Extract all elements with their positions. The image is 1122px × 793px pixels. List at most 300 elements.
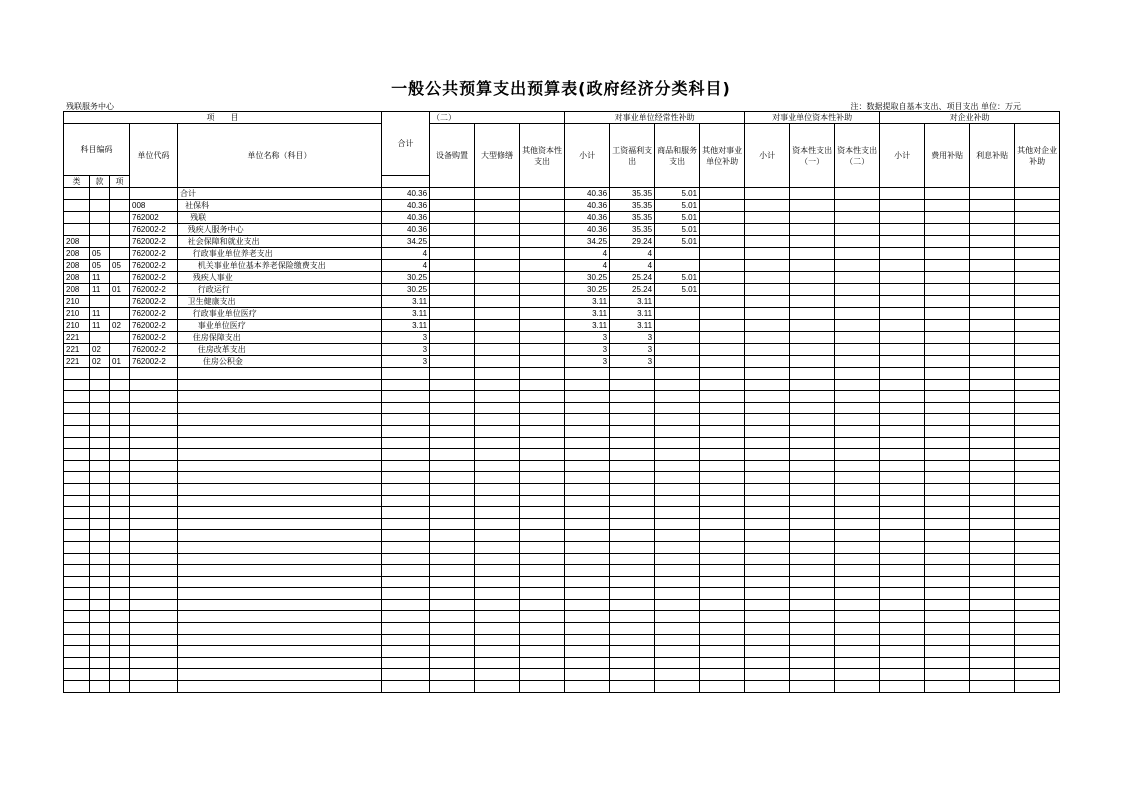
empty-cell: [970, 483, 1015, 495]
empty-cell: [565, 634, 610, 646]
empty-cell: [64, 368, 90, 380]
empty-cell: [700, 188, 745, 200]
empty-cell: [382, 472, 430, 484]
empty-cell: [178, 588, 382, 600]
empty-cell: [178, 402, 382, 414]
empty-cell: [130, 460, 178, 472]
empty-cell: [655, 611, 700, 623]
empty-cell: [520, 425, 565, 437]
empty-cell: [130, 553, 178, 565]
empty-cell: [430, 495, 475, 507]
empty-cell: [835, 518, 880, 530]
empty-cell: [475, 188, 520, 200]
cell-unit-code: 762002-2: [130, 272, 178, 284]
empty-cell: [790, 332, 835, 344]
cell-kuan: [90, 332, 110, 344]
empty-cell: [610, 599, 655, 611]
cell-kuan: [90, 212, 110, 224]
empty-cell: [655, 437, 700, 449]
empty-cell: [970, 530, 1015, 542]
empty-cell: [925, 530, 970, 542]
empty-cell: [925, 296, 970, 308]
empty-cell: [178, 507, 382, 519]
empty-cell: [880, 483, 925, 495]
empty-cell: [178, 472, 382, 484]
empty-cell: [835, 623, 880, 635]
cell-xiang: [110, 272, 130, 284]
project-header: 项 目: [64, 112, 382, 124]
empty-cell: [835, 402, 880, 414]
empty-cell: [970, 599, 1015, 611]
empty-cell: [130, 507, 178, 519]
empty-cell: [430, 332, 475, 344]
empty-cell: [700, 599, 745, 611]
empty-cell: [1015, 272, 1060, 284]
empty-cell: [655, 576, 700, 588]
unit-name-label: 残联服务中心: [66, 102, 114, 111]
empty-cell: [90, 599, 110, 611]
empty-cell: [430, 657, 475, 669]
empty-cell: [565, 576, 610, 588]
empty-cell: [880, 472, 925, 484]
cell-goods: [655, 308, 700, 320]
empty-cell: [970, 200, 1015, 212]
empty-cell: [835, 634, 880, 646]
empty-cell: [178, 518, 382, 530]
empty-cell: [970, 212, 1015, 224]
empty-cell: [700, 356, 745, 368]
empty-cell: [880, 332, 925, 344]
empty-cell: [700, 681, 745, 693]
table-row: [64, 646, 1060, 658]
unit-code-header: 单位代码: [130, 124, 178, 188]
empty-cell: [1015, 634, 1060, 646]
cell-total: 40.36: [382, 224, 430, 236]
empty-cell: [700, 414, 745, 426]
empty-cell: [745, 391, 790, 403]
empty-cell: [475, 284, 520, 296]
empty-cell: [1015, 248, 1060, 260]
empty-cell: [655, 368, 700, 380]
cell-goods: 5.01: [655, 212, 700, 224]
empty-cell: [475, 248, 520, 260]
empty-cell: [925, 391, 970, 403]
empty-cell: [110, 414, 130, 426]
empty-cell: [745, 565, 790, 577]
empty-cell: [835, 681, 880, 693]
empty-cell: [90, 518, 110, 530]
cell-goods: [655, 320, 700, 332]
empty-cell: [880, 669, 925, 681]
lei-header: 类: [64, 176, 90, 188]
empty-cell: [90, 576, 110, 588]
empty-cell: [475, 449, 520, 461]
empty-cell: [790, 611, 835, 623]
empty-cell: [475, 611, 520, 623]
empty-cell: [835, 344, 880, 356]
empty-cell: [430, 212, 475, 224]
empty-cell: [700, 260, 745, 272]
empty-cell: [64, 576, 90, 588]
empty-cell: [745, 188, 790, 200]
empty-cell: [475, 356, 520, 368]
empty-cell: [520, 518, 565, 530]
empty-cell: [110, 541, 130, 553]
empty-cell: [64, 599, 90, 611]
empty-cell: [610, 669, 655, 681]
empty-cell: [790, 224, 835, 236]
empty-cell: [64, 402, 90, 414]
empty-cell: [835, 224, 880, 236]
empty-cell: [610, 460, 655, 472]
empty-cell: [880, 425, 925, 437]
empty-cell: [925, 495, 970, 507]
cell-unit-code: 762002-2: [130, 296, 178, 308]
empty-cell: [880, 657, 925, 669]
empty-cell: [970, 646, 1015, 658]
goods-header: 商品和服务支出: [655, 124, 700, 188]
empty-cell: [130, 576, 178, 588]
empty-cell: [925, 565, 970, 577]
empty-cell: [700, 530, 745, 542]
cell-cur-subtotal: 40.36: [565, 200, 610, 212]
current-subtotal-header: 小计: [565, 124, 610, 188]
empty-cell: [430, 669, 475, 681]
empty-cell: [835, 646, 880, 658]
empty-cell: [64, 634, 90, 646]
empty-cell: [745, 332, 790, 344]
empty-cell: [520, 224, 565, 236]
empty-cell: [430, 320, 475, 332]
cell-total: 3: [382, 344, 430, 356]
table-row: [64, 320, 1060, 332]
empty-cell: [925, 332, 970, 344]
empty-cell: [655, 681, 700, 693]
empty-cell: [970, 565, 1015, 577]
cell-wages: 3.11: [610, 320, 655, 332]
empty-cell: [970, 518, 1015, 530]
empty-cell: [565, 379, 610, 391]
empty-cell: [790, 320, 835, 332]
empty-cell: [565, 483, 610, 495]
empty-cell: [835, 576, 880, 588]
cell-wages: 35.35: [610, 224, 655, 236]
empty-cell: [610, 402, 655, 414]
empty-cell: [925, 356, 970, 368]
empty-cell: [565, 472, 610, 484]
interest-subsidy-header: 利息补贴: [970, 124, 1015, 188]
cell-name: 合计: [178, 188, 382, 200]
table-row: [64, 391, 1060, 403]
empty-cell: [970, 576, 1015, 588]
empty-cell: [835, 507, 880, 519]
empty-cell: [1015, 200, 1060, 212]
empty-cell: [520, 634, 565, 646]
empty-cell: [790, 188, 835, 200]
empty-cell: [430, 296, 475, 308]
empty-cell: [925, 518, 970, 530]
empty-cell: [430, 391, 475, 403]
empty-cell: [790, 284, 835, 296]
empty-cell: [835, 553, 880, 565]
capital-subtotal-header: 小计: [745, 124, 790, 188]
empty-cell: [1015, 344, 1060, 356]
empty-cell: [382, 669, 430, 681]
empty-cell: [970, 495, 1015, 507]
empty-cell: [970, 224, 1015, 236]
empty-cell: [520, 541, 565, 553]
empty-cell: [1015, 611, 1060, 623]
empty-cell: [655, 472, 700, 484]
empty-cell: [790, 669, 835, 681]
empty-cell: [880, 308, 925, 320]
table-row: [64, 576, 1060, 588]
empty-cell: [655, 507, 700, 519]
cell-total: 3.11: [382, 320, 430, 332]
empty-cell: [430, 260, 475, 272]
empty-cell: [382, 588, 430, 600]
empty-cell: [745, 518, 790, 530]
empty-cell: [430, 200, 475, 212]
empty-cell: [880, 414, 925, 426]
empty-cell: [475, 681, 520, 693]
empty-cell: [110, 425, 130, 437]
empty-cell: [475, 565, 520, 577]
empty-cell: [835, 248, 880, 260]
empty-cell: [835, 414, 880, 426]
empty-cell: [565, 425, 610, 437]
cell-unit-code: 762002-2: [130, 344, 178, 356]
empty-cell: [700, 507, 745, 519]
empty-cell: [64, 530, 90, 542]
empty-cell: [382, 379, 430, 391]
empty-cell: [110, 530, 130, 542]
cell-name: 残疾人服务中心: [178, 224, 382, 236]
empty-cell: [610, 657, 655, 669]
empty-cell: [475, 260, 520, 272]
empty-cell: [790, 657, 835, 669]
empty-cell: [745, 576, 790, 588]
empty-cell: [382, 565, 430, 577]
cell-xiang: [110, 332, 130, 344]
empty-cell: [655, 379, 700, 391]
empty-cell: [700, 483, 745, 495]
empty-cell: [610, 425, 655, 437]
empty-cell: [970, 308, 1015, 320]
empty-cell: [90, 623, 110, 635]
empty-cell: [835, 320, 880, 332]
empty-cell: [835, 588, 880, 600]
empty-cell: [745, 460, 790, 472]
empty-cell: [880, 576, 925, 588]
empty-cell: [925, 368, 970, 380]
empty-cell: [655, 657, 700, 669]
empty-cell: [520, 212, 565, 224]
table-row: [64, 507, 1060, 519]
empty-cell: [700, 402, 745, 414]
empty-cell: [520, 681, 565, 693]
empty-cell: [790, 425, 835, 437]
empty-cell: [790, 634, 835, 646]
empty-cell: [880, 588, 925, 600]
empty-cell: [520, 565, 565, 577]
empty-cell: [565, 495, 610, 507]
empty-cell: [925, 634, 970, 646]
empty-cell: [430, 623, 475, 635]
xiang-header: 项: [110, 176, 130, 188]
empty-cell: [700, 576, 745, 588]
empty-cell: [610, 611, 655, 623]
empty-cell: [925, 669, 970, 681]
empty-cell: [90, 483, 110, 495]
empty-cell: [475, 669, 520, 681]
cell-goods: [655, 356, 700, 368]
empty-cell: [790, 460, 835, 472]
empty-cell: [130, 368, 178, 380]
empty-cell: [178, 437, 382, 449]
empty-cell: [655, 530, 700, 542]
empty-cell: [90, 414, 110, 426]
empty-cell: [90, 379, 110, 391]
empty-cell: [970, 320, 1015, 332]
empty-cell: [382, 414, 430, 426]
cell-name: 住房保障支出: [178, 332, 382, 344]
empty-cell: [520, 588, 565, 600]
empty-cell: [430, 553, 475, 565]
empty-cell: [90, 507, 110, 519]
empty-cell: [90, 402, 110, 414]
empty-cell: [1015, 224, 1060, 236]
empty-cell: [430, 541, 475, 553]
empty-cell: [430, 588, 475, 600]
empty-cell: [110, 391, 130, 403]
empty-cell: [700, 623, 745, 635]
empty-cell: [925, 460, 970, 472]
empty-cell: [130, 414, 178, 426]
empty-cell: [970, 449, 1015, 461]
cell-cur-subtotal: 3.11: [565, 296, 610, 308]
empty-cell: [475, 437, 520, 449]
empty-cell: [790, 272, 835, 284]
empty-cell: [90, 553, 110, 565]
table-row: [64, 212, 1060, 224]
empty-cell: [520, 646, 565, 658]
cell-goods: [655, 344, 700, 356]
other-capital-header: 其他资本性支出: [520, 124, 565, 188]
empty-cell: [520, 356, 565, 368]
empty-cell: [790, 356, 835, 368]
other-enterprise-header: 其他对企业补助: [1015, 124, 1060, 188]
empty-cell: [475, 657, 520, 669]
empty-cell: [790, 344, 835, 356]
cell-wages: 4: [610, 248, 655, 260]
cell-unit-code: 762002-2: [130, 224, 178, 236]
empty-cell: [925, 553, 970, 565]
empty-cell: [1015, 530, 1060, 542]
empty-cell: [610, 634, 655, 646]
cell-lei: [64, 188, 90, 200]
empty-cell: [970, 272, 1015, 284]
empty-cell: [700, 565, 745, 577]
empty-cell: [790, 576, 835, 588]
empty-cell: [1015, 495, 1060, 507]
empty-cell: [700, 320, 745, 332]
empty-cell: [745, 437, 790, 449]
empty-cell: [520, 437, 565, 449]
empty-cell: [925, 200, 970, 212]
empty-cell: [130, 599, 178, 611]
empty-cell: [880, 368, 925, 380]
empty-cell: [1015, 356, 1060, 368]
empty-cell: [475, 224, 520, 236]
empty-cell: [1015, 212, 1060, 224]
empty-cell: [835, 460, 880, 472]
empty-cell: [475, 507, 520, 519]
cell-unit-code: 762002-2: [130, 236, 178, 248]
empty-cell: [610, 472, 655, 484]
empty-cell: [475, 402, 520, 414]
empty-cell: [64, 437, 90, 449]
empty-cell: [382, 623, 430, 635]
empty-cell: [970, 460, 1015, 472]
empty-cell: [700, 669, 745, 681]
cell-unit-code: 762002-2: [130, 308, 178, 320]
empty-cell: [64, 646, 90, 658]
table-row: [64, 260, 1060, 272]
empty-cell: [610, 623, 655, 635]
empty-cell: [880, 681, 925, 693]
empty-cell: [475, 518, 520, 530]
empty-cell: [1015, 565, 1060, 577]
empty-cell: [382, 449, 430, 461]
empty-cell: [700, 588, 745, 600]
empty-cell: [130, 495, 178, 507]
cell-kuan: [90, 296, 110, 308]
empty-cell: [790, 565, 835, 577]
empty-cell: [745, 507, 790, 519]
table-row: [64, 332, 1060, 344]
empty-cell: [520, 402, 565, 414]
empty-cell: [430, 188, 475, 200]
empty-cell: [970, 379, 1015, 391]
empty-cell: [520, 483, 565, 495]
empty-cell: [430, 344, 475, 356]
empty-cell: [475, 530, 520, 542]
empty-cell: [970, 553, 1015, 565]
capital-1-header: 资本性支出（一）: [790, 124, 835, 188]
total-header: 合计: [382, 112, 430, 176]
cell-lei: 210: [64, 308, 90, 320]
other-current-header: 其他对事业单位补助: [700, 124, 745, 188]
empty-cell: [1015, 402, 1060, 414]
empty-cell: [610, 541, 655, 553]
empty-cell: [430, 437, 475, 449]
enterprise-subsidy-header: 对企业补助: [880, 112, 1060, 124]
empty-cell: [90, 530, 110, 542]
empty-cell: [520, 495, 565, 507]
empty-cell: [520, 507, 565, 519]
empty-cell: [790, 472, 835, 484]
cell-name: 事业单位医疗: [178, 320, 382, 332]
empty-cell: [64, 495, 90, 507]
wages-header: 工资福利支出: [610, 124, 655, 188]
cell-total: 30.25: [382, 284, 430, 296]
capital-subsidy-header: 对事业单位资本性补助: [745, 112, 880, 124]
empty-cell: [520, 599, 565, 611]
empty-cell: [110, 507, 130, 519]
repair-header: 大型修缮: [475, 124, 520, 188]
empty-cell: [790, 379, 835, 391]
